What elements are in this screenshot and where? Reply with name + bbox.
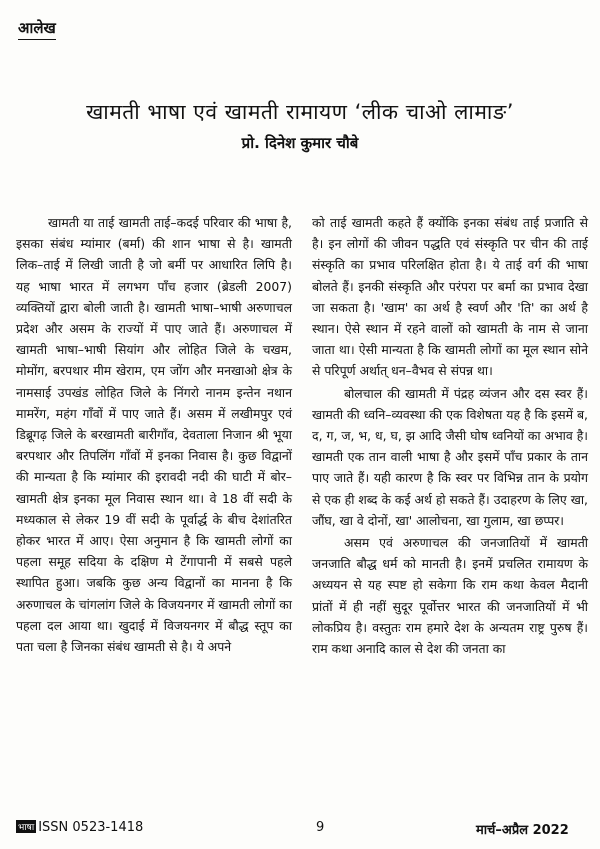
- journal-logo: भाषा: [16, 820, 36, 833]
- paragraph: असम एवं अरुणाचल की जनजातियों में खामती जनजाति बौद्ध धर्म को मानती है। इनमें प्रचलित रामायण के अध्ययन से यह स्पष्ट हो सकेगा कि राम कथा केवल मैदानी प्रांतों में ही नहीं सुदूर पूर्वोत्तर भारत की जनजातियों में भी लोकप्रिय है। वस्तुतः राम हमारे देश के अन्यतम राष्ट्र पुरुष हैं। राम कथा अनादि काल से देश की जनता का: [312, 535, 588, 657]
- paragraph: को ताई खामती कहते हैं क्योंकि इनका संबंध ताई प्रजाति से है। इन लोगों की जीवन पद्धति एवं संस्कृति पर चीन की ताई संस्कृति का प्रभाव परिलक्षित होता है। ये ताई वर्ग की भाषा बोलते हैं। इनकी संस्कृति और परंपरा पर बर्मा का प्रभाव देखा जा सकता है। 'खाम' का अर्थ है स्वर्ण और 'ति' का अर्थ है स्थान। ऐसे स्थान में रहने वालों को खामती के नाम से जाना जाता था। ऐसी मान्यता है कि खामती लोगों का मूल स्थान सोने से परिपूर्ण अर्थात् धन–वैभव से संपन्न था।: [312, 215, 588, 379]
- issn-text: ISSN 0523-1418: [38, 820, 144, 835]
- left-column: [16, 212, 292, 657]
- paragraph: बोलचाल की खामती में पंद्रह व्यंजन और दस स्वर हैं। खामती की ध्वनि–व्यवस्था की एक विशेषता यह है कि इसमें ब, द, ग, ज, भ, ध, घ, झ आदि जैसी घोष ध्वनियों का अभाव है। खामती एक तान वाली भाषा है और इसमें पाँच प्रकार के तान पाए जाते हैं। यही कारण है कि स्वर पर विभिन्न तान के प्रयोग से एक ही शब्द के कई अर्थ हो सकते हैं। उदाहरण के लिए खा, जौंघ, खा वे दोनों, खा' आलोचना, खा गुलाम, खा छप्पर।: [312, 385, 588, 528]
- page-footer: [0, 820, 600, 840]
- section-label: आलेख: [18, 18, 56, 40]
- article-title: खामती भाषा एवं खामती रामायण ‘लीक चाओ लामाङ’: [86, 100, 514, 124]
- author-name: प्रो. दिनेश कुमार चौबे: [241, 134, 359, 152]
- issn: [16, 820, 143, 835]
- issue-date: मार्च–अप्रैल 2022: [476, 823, 569, 838]
- right-column: [312, 212, 588, 659]
- page-number: 9: [316, 820, 325, 835]
- paragraph: खामती या ताई खामती ताई–कदई परिवार की भाषा है, इसका संबंध म्यांमार (बर्मा) की शान भाषा से है। खामती लिक–ताई में लिखी जाती है जो बर्मी पर आधारित लिपि है। यह भाषा भारत में लगभग पाँच हजार (ब्रेडली 2007) व्यक्तियों द्वारा बोली जाती है। खामती भाषा–भाषी अरुणाचल प्रदेश और असम के राज्यों में पाए जाते हैं। अरुणाचल में खामती भाषा–भाषी सियांग और लोहित जिले के चखम, मोमोंग, बरपथार मीम खेराम, एम जोंग और मनखाओ क्षेत्र के नामसाई उपखंड लोहित जिले के निंगरो नानम इन्तेन नथान मामरेंग, महंग गाँवों में पाए जाते हैं। असम में लखीमपुर एवं डिब्रूगढ़ जिले के बरखामती बारीगाँव, देवताला निजान श्री भूया बरपथार और तिपलिंग गाँवों में इनका निवास है। कुछ विद्वानों की मान्यता है कि म्यांमार की इरावदी नदी की घाटी में बोर–खामती क्षेत्र इनका मूल निवास स्थान था। वे 18 वीं सदी के मध्यकाल से लेकर 19 वीं सदी के पूर्वार्द्ध के बीच देशांतरित होकर भारत में आए। ऐसा अनुमान है कि खामती लोगों का पहला समूह सदिया के दक्षिण मे टेंगापानी में सबसे पहले स्थापित हुआ। जबकि कुछ अन्य विद्वानों का मानना है कि अरुणाचल के चांगलांग जिले के विजयनगर में खामती लोगों का पहला दल आया था। खुदाई में विजयनगर में बौद्ध स्तूप का पता चला है जिनका संबंध खामती से है। ये अपने: [16, 215, 292, 655]
